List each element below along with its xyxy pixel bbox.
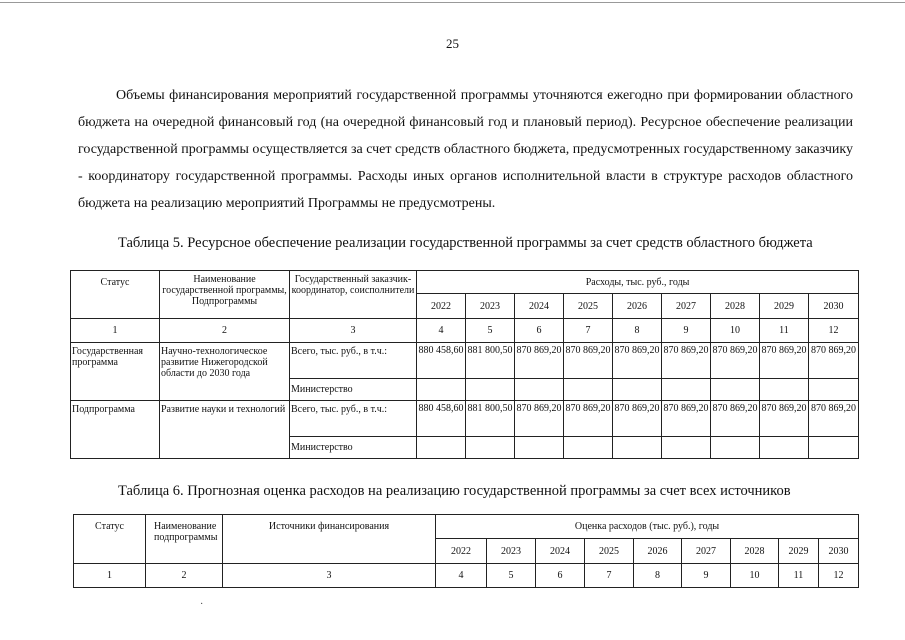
table5-year-cell: 2024 [515, 294, 564, 319]
table5-column-number: 2 [160, 319, 290, 343]
table5-year-cell: 2026 [613, 294, 662, 319]
table5-column-number: 6 [515, 319, 564, 343]
table5-value-cell: 870 869,20 [760, 343, 809, 379]
table5-row-name: Научно-технологическое развитие Нижегородской области до 2030 года [160, 343, 290, 401]
stray-mark: · [200, 599, 204, 610]
table5-row-status: Подпрограмма [71, 401, 160, 459]
table5-year-cell: 2030 [809, 294, 859, 319]
table6-column-number: 8 [634, 564, 682, 588]
table5-value-cell: 870 869,20 [662, 343, 711, 379]
table5-header-customer: Государственный заказчик-координатор, соисполнители [290, 271, 417, 319]
table5-value-cell: 870 869,20 [515, 343, 564, 379]
page-number: 25 [446, 36, 459, 51]
table6-year-cell: 2025 [585, 539, 634, 564]
table5-row-sub-label: Министерство [290, 437, 417, 459]
table5-row-name: Развитие науки и технологий [160, 401, 290, 459]
table5-value-cell: 870 869,20 [809, 401, 859, 437]
table5-header-status: Статус [71, 271, 160, 319]
table5-value-cell: 880 458,60 [417, 343, 466, 379]
table5-empty-cell [613, 437, 662, 459]
table5-caption: Таблица 5. Ресурсное обеспечение реализации государственной программы за счет средств областного бюджета [118, 235, 813, 251]
table5-value-cell: 870 869,20 [515, 401, 564, 437]
table5-empty-cell [613, 379, 662, 401]
table5-value-cell: 870 869,20 [564, 343, 613, 379]
table6-column-number: 10 [731, 564, 779, 588]
table6-header-name: Наименование подпрограммы [146, 515, 223, 564]
table5-row-sub-label: Министерство [290, 379, 417, 401]
table5-row [71, 343, 859, 379]
table5-header-row [71, 271, 859, 294]
table5-column-numbers-row [71, 319, 859, 343]
table6-header-estimate: Оценка расходов (тыс. руб.), годы [436, 515, 859, 539]
table5-empty-cell [417, 379, 466, 401]
table5-empty-cell [662, 437, 711, 459]
table6-year-cell: 2030 [819, 539, 859, 564]
table5-empty-cell [809, 437, 859, 459]
table6-column-number: 5 [487, 564, 536, 588]
table5-empty-cell [417, 437, 466, 459]
table5-empty-cell [760, 437, 809, 459]
table5-header-expenses: Расходы, тыс. руб., годы [417, 271, 859, 294]
table5-value-cell: 870 869,20 [613, 343, 662, 379]
table5-empty-cell [564, 437, 613, 459]
table5-empty-cell [711, 379, 760, 401]
table6-header-status: Статус [74, 515, 146, 564]
table5-column-number: 8 [613, 319, 662, 343]
table5-row-status: Государственная программа [71, 343, 160, 401]
table5-value-cell: 870 869,20 [662, 401, 711, 437]
table5-year-cell: 2029 [760, 294, 809, 319]
table5-year-cell: 2028 [711, 294, 760, 319]
table5-column-number: 4 [417, 319, 466, 343]
table5-empty-cell [515, 437, 564, 459]
table6-column-number: 7 [585, 564, 634, 588]
table5-column-number: 5 [466, 319, 515, 343]
table6-year-cell: 2027 [682, 539, 731, 564]
table5-row-total-label: Всего, тыс. руб., в т.ч.: [290, 401, 417, 437]
table6-year-cell: 2022 [436, 539, 487, 564]
table5-empty-cell [466, 379, 515, 401]
table5-value-cell: 881 800,50 [466, 401, 515, 437]
table5-column-number: 12 [809, 319, 859, 343]
table6-year-cell: 2024 [536, 539, 585, 564]
table6-year-cell: 2026 [634, 539, 682, 564]
table5-column-number: 7 [564, 319, 613, 343]
table5 [70, 270, 859, 459]
table5-empty-cell [662, 379, 711, 401]
table6-column-number: 11 [779, 564, 819, 588]
table6-column-numbers-row [74, 564, 859, 588]
table5-year-cell: 2022 [417, 294, 466, 319]
page-top-rule [0, 2, 905, 3]
table6-column-number: 6 [536, 564, 585, 588]
table5-row [71, 401, 859, 437]
table5-value-cell: 881 800,50 [466, 343, 515, 379]
table5-value-cell: 870 869,20 [809, 343, 859, 379]
table6-column-number: 1 [74, 564, 146, 588]
table6-column-number: 4 [436, 564, 487, 588]
table6-year-cell: 2023 [487, 539, 536, 564]
table6-year-cell: 2028 [731, 539, 779, 564]
table6-column-number: 3 [223, 564, 436, 588]
table5-column-number: 10 [711, 319, 760, 343]
table5-column-number: 3 [290, 319, 417, 343]
table6-year-cell: 2029 [779, 539, 819, 564]
table6-column-number: 2 [146, 564, 223, 588]
table5-column-number: 9 [662, 319, 711, 343]
table6 [73, 514, 859, 588]
table5-empty-cell [760, 379, 809, 401]
table5-column-number: 11 [760, 319, 809, 343]
table6-column-number: 9 [682, 564, 731, 588]
table5-row-total-label: Всего, тыс. руб., в т.ч.: [290, 343, 417, 379]
table5-empty-cell [466, 437, 515, 459]
table5-year-cell: 2023 [466, 294, 515, 319]
table5-value-cell: 880 458,60 [417, 401, 466, 437]
table5-empty-cell [809, 379, 859, 401]
table5-empty-cell [711, 437, 760, 459]
table6-header-row [74, 515, 859, 539]
table5-year-cell: 2025 [564, 294, 613, 319]
table6-column-number: 12 [819, 564, 859, 588]
intro-paragraph: Объемы финансирования мероприятий государственной программы уточняются ежегодно при формировании областного бюджета на очередной финансовый год (на очередной финансовый год и плановый период). Ресурсное обеспечение реализации государственной программы осуществляется за счет средств областного бюджета, предусмотренных государственному заказчику - координатору государственной программы. Расходы иных органов исполнительной власти в структуре расходов областного бюджета на реализацию мероприятий Программы не предусмотрены. [78, 88, 853, 211]
table6-caption: Таблица 6. Прогнозная оценка расходов на реализацию государственной программы за счет всех источников [118, 483, 791, 499]
table5-header-name: Наименование государственной программы, Подпрограммы [160, 271, 290, 319]
table5-value-cell: 870 869,20 [613, 401, 662, 437]
table5-empty-cell [564, 379, 613, 401]
table5-value-cell: 870 869,20 [564, 401, 613, 437]
table5-value-cell: 870 869,20 [711, 401, 760, 437]
table5-empty-cell [515, 379, 564, 401]
table6-header-sources: Источники финансирования [223, 515, 436, 564]
table5-value-cell: 870 869,20 [760, 401, 809, 437]
table5-year-cell: 2027 [662, 294, 711, 319]
table5-column-number: 1 [71, 319, 160, 343]
table5-value-cell: 870 869,20 [711, 343, 760, 379]
